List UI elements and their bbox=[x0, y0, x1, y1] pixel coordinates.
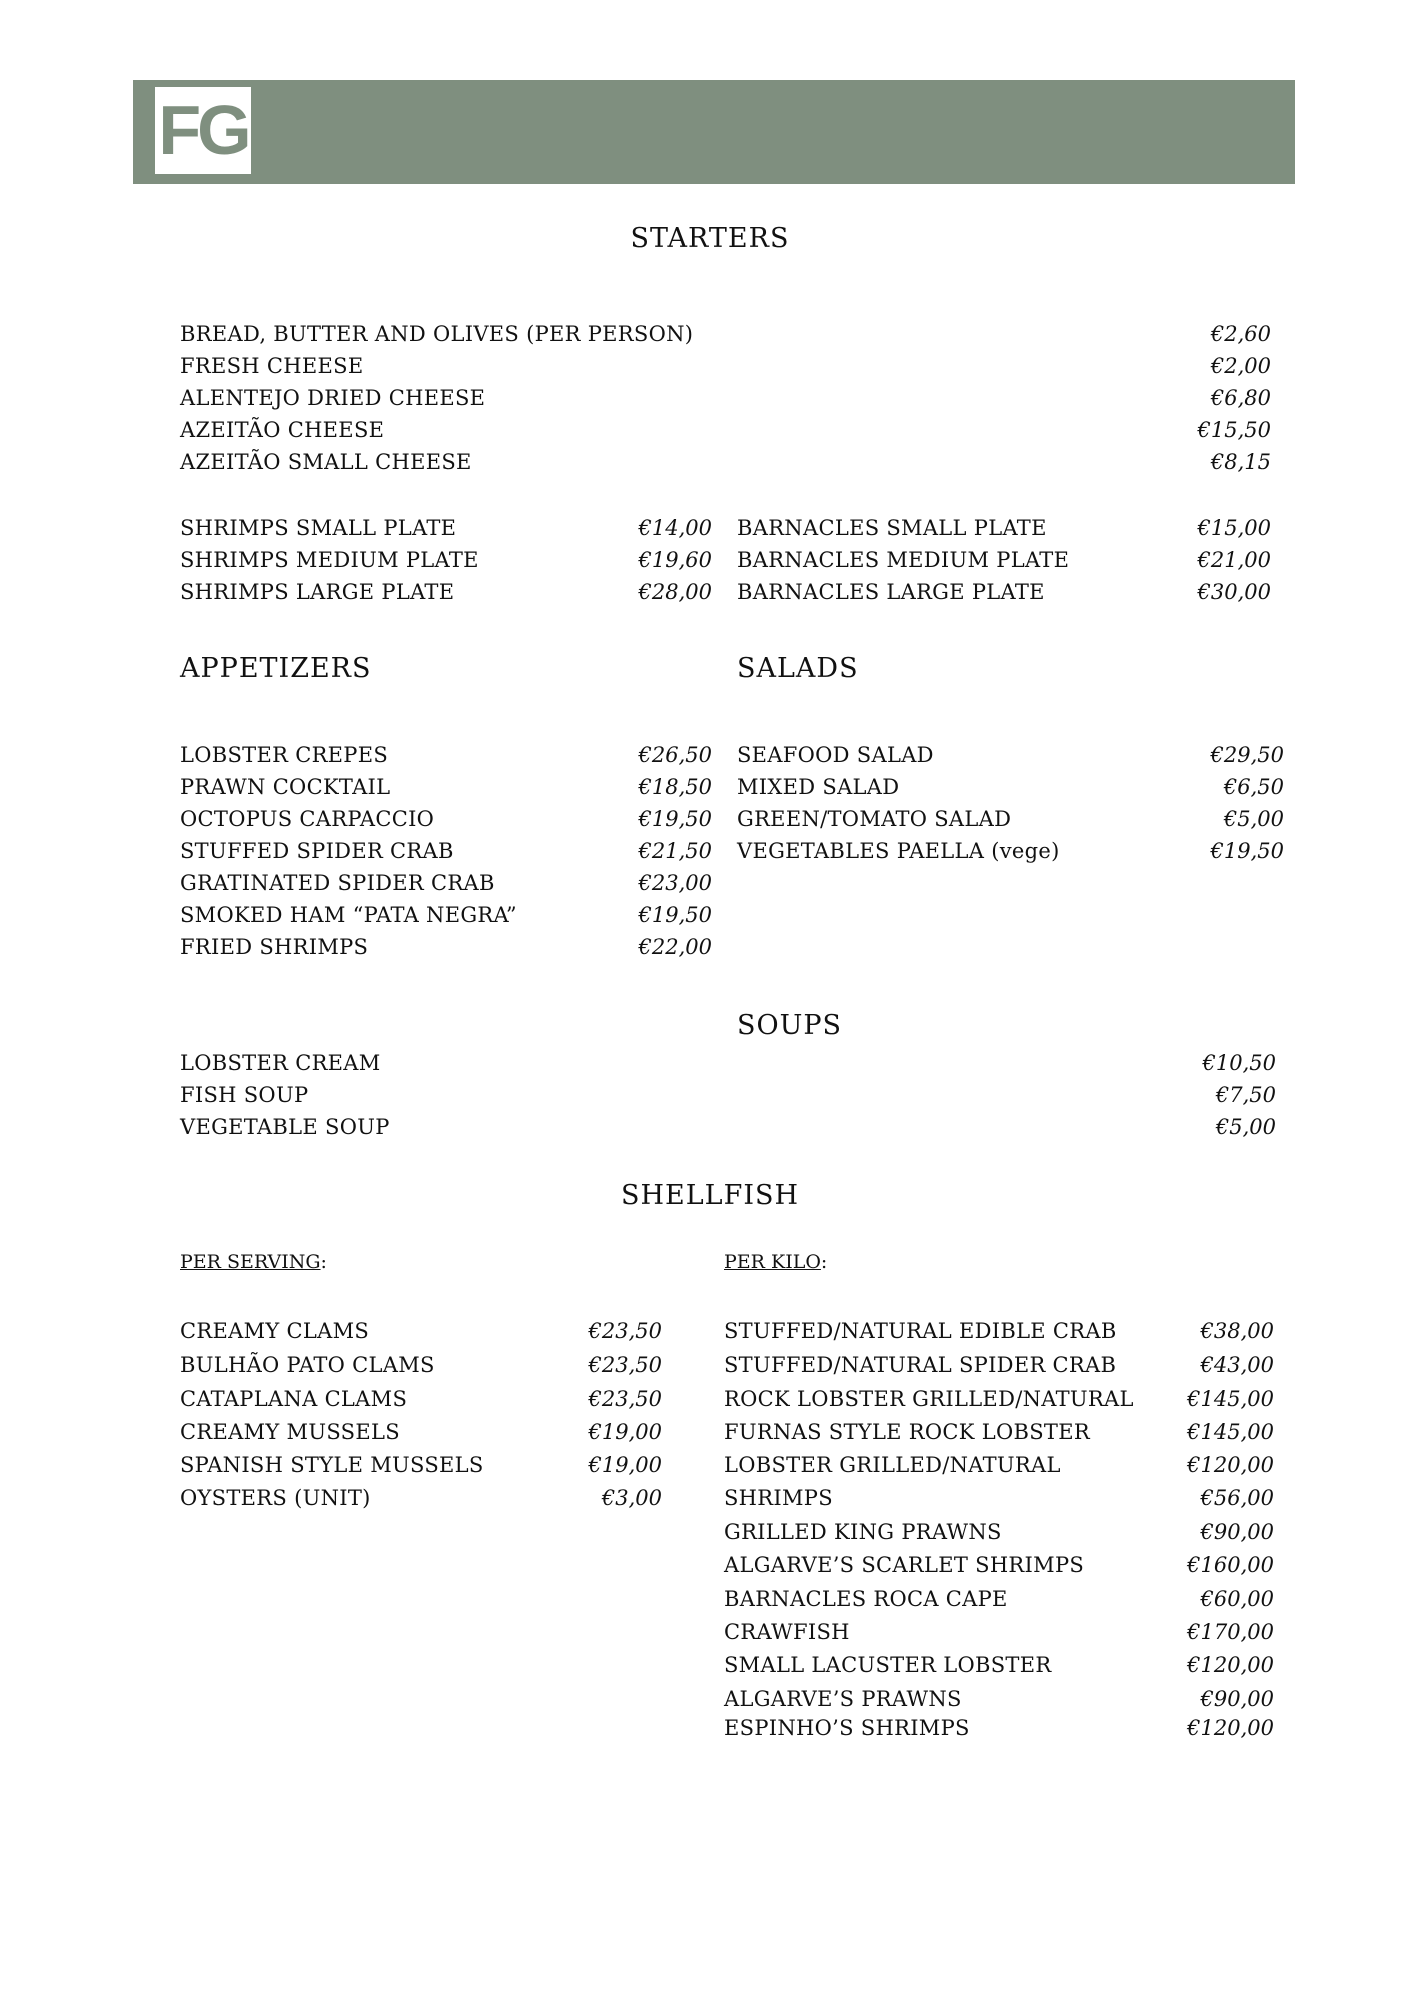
per-serving-item-price: €23,50 bbox=[588, 1387, 662, 1411]
soup-name: LOBSTER CREAM bbox=[180, 1051, 381, 1075]
heading-shellfish: SHELLFISH bbox=[620, 1180, 800, 1211]
per-serving-item-price: €3,00 bbox=[601, 1486, 662, 1510]
starters-item-name: AZEITÃO CHEESE bbox=[180, 418, 385, 442]
per-serving-item-price: €19,00 bbox=[588, 1453, 662, 1477]
appetizer-price: €26,50 bbox=[638, 743, 712, 767]
barnacles-plate-price: €30,00 bbox=[1197, 580, 1271, 604]
per-serving-colon: : bbox=[320, 1251, 327, 1273]
starters-item-name: ALENTEJO DRIED CHEESE bbox=[180, 386, 486, 410]
per-kilo-item-price: €56,00 bbox=[1200, 1486, 1274, 1510]
logo bbox=[155, 87, 251, 174]
soup-name: VEGETABLE SOUP bbox=[180, 1115, 390, 1139]
per-kilo-item-price: €120,00 bbox=[1187, 1716, 1274, 1740]
appetizer-name: LOBSTER CREPES bbox=[180, 743, 389, 767]
per-kilo-item-price: €120,00 bbox=[1187, 1453, 1274, 1477]
per-kilo-text: PER KILO bbox=[724, 1251, 821, 1273]
starters-item-name: AZEITÃO SMALL CHEESE bbox=[180, 450, 472, 474]
per-kilo-item-name: GRILLED KING PRAWNS bbox=[724, 1520, 1002, 1544]
per-kilo-item-name: ALGARVE’S PRAWNS bbox=[724, 1687, 962, 1711]
salad-price: €5,00 bbox=[1223, 807, 1284, 831]
per-kilo-item-name: STUFFED/NATURAL SPIDER CRAB bbox=[724, 1353, 1117, 1377]
logo-text: FG bbox=[158, 91, 248, 169]
per-serving-item-price: €23,50 bbox=[588, 1353, 662, 1377]
appetizer-name: PRAWN COCKTAIL bbox=[180, 775, 391, 799]
per-kilo-item-price: €60,00 bbox=[1200, 1587, 1274, 1611]
salad-price: €29,50 bbox=[1210, 743, 1284, 767]
soup-price: €10,50 bbox=[1202, 1051, 1276, 1075]
per-kilo-item-name: SHRIMPS bbox=[724, 1486, 833, 1510]
per-kilo-item-name: ALGARVE’S SCARLET SHRIMPS bbox=[724, 1553, 1085, 1577]
per-kilo-item-price: €145,00 bbox=[1187, 1420, 1274, 1444]
per-serving-item-name: CREAMY CLAMS bbox=[180, 1319, 370, 1343]
salad-name: GREEN/TOMATO SALAD bbox=[737, 807, 1012, 831]
appetizer-name: OCTOPUS CARPACCIO bbox=[180, 807, 435, 831]
per-serving-item-price: €23,50 bbox=[588, 1319, 662, 1343]
appetizer-price: €18,50 bbox=[638, 775, 712, 799]
per-serving-item-name: BULHÃO PATO CLAMS bbox=[180, 1353, 435, 1377]
appetizer-price: €19,50 bbox=[638, 807, 712, 831]
per-kilo-item-price: €38,00 bbox=[1200, 1319, 1274, 1343]
starters-item-name: BREAD, BUTTER AND OLIVES (PER PERSON) bbox=[180, 322, 694, 346]
barnacles-plate-name: BARNACLES SMALL PLATE bbox=[737, 516, 1047, 540]
per-kilo-item-name: CRAWFISH bbox=[724, 1620, 850, 1644]
per-kilo-item-name: LOBSTER GRILLED/NATURAL bbox=[724, 1453, 1061, 1477]
per-kilo-colon: : bbox=[820, 1251, 828, 1273]
barnacles-plate-name: BARNACLES MEDIUM PLATE bbox=[737, 548, 1070, 572]
starters-item-name: FRESH CHEESE bbox=[180, 354, 364, 378]
salad-name: SEAFOOD SALAD bbox=[737, 743, 934, 767]
per-serving-text: PER SERVING bbox=[180, 1251, 321, 1273]
appetizer-name: GRATINATED SPIDER CRAB bbox=[180, 871, 495, 895]
per-kilo-item-price: €120,00 bbox=[1187, 1653, 1274, 1677]
per-kilo-item-name: ESPINHO’S SHRIMPS bbox=[724, 1716, 970, 1740]
appetizer-price: €21,50 bbox=[638, 839, 712, 863]
per-kilo-item-price: €160,00 bbox=[1187, 1553, 1274, 1577]
heading-soups: SOUPS bbox=[737, 1010, 843, 1041]
appetizer-name: FRIED SHRIMPS bbox=[180, 935, 369, 959]
salad-name: MIXED SALAD bbox=[737, 775, 900, 799]
soup-price: €7,50 bbox=[1215, 1083, 1276, 1107]
soup-price: €5,00 bbox=[1215, 1115, 1276, 1139]
starters-item-price: €2,60 bbox=[1210, 322, 1271, 346]
appetizer-price: €19,50 bbox=[638, 903, 712, 927]
starters-item-price: €15,50 bbox=[1197, 418, 1271, 442]
starters-item-price: €8,15 bbox=[1210, 450, 1271, 474]
per-serving-item-name: OYSTERS (UNIT) bbox=[180, 1486, 371, 1510]
starters-item-price: €2,00 bbox=[1210, 354, 1271, 378]
per-kilo-item-price: €145,00 bbox=[1187, 1387, 1274, 1411]
per-kilo-item-name: STUFFED/NATURAL EDIBLE CRAB bbox=[724, 1319, 1117, 1343]
per-kilo-item-price: €43,00 bbox=[1200, 1353, 1274, 1377]
per-serving-item-name: CATAPLANA CLAMS bbox=[180, 1387, 408, 1411]
per-kilo-item-price: €90,00 bbox=[1200, 1520, 1274, 1544]
soup-name: FISH SOUP bbox=[180, 1083, 309, 1107]
barnacles-plate-price: €15,00 bbox=[1197, 516, 1271, 540]
shrimps-plate-price: €19,60 bbox=[638, 548, 712, 572]
per-kilo-item-name: BARNACLES ROCA CAPE bbox=[724, 1587, 1008, 1611]
per-kilo-item-name: FURNAS STYLE ROCK LOBSTER bbox=[724, 1420, 1090, 1444]
appetizer-price: €23,00 bbox=[638, 871, 712, 895]
heading-salads: SALADS bbox=[737, 653, 859, 684]
shrimps-plate-price: €14,00 bbox=[638, 516, 712, 540]
shrimps-plate-name: SHRIMPS MEDIUM PLATE bbox=[180, 548, 479, 572]
per-serving-item-name: SPANISH STYLE MUSSELS bbox=[180, 1453, 484, 1477]
per-serving-item-price: €19,00 bbox=[588, 1420, 662, 1444]
barnacles-plate-name: BARNACLES LARGE PLATE bbox=[737, 580, 1045, 604]
per-kilo-label bbox=[724, 1251, 827, 1273]
appetizer-name: STUFFED SPIDER CRAB bbox=[180, 839, 454, 863]
shrimps-plate-name: SHRIMPS SMALL PLATE bbox=[180, 516, 457, 540]
heading-appetizers: APPETIZERS bbox=[180, 653, 372, 684]
appetizer-name: SMOKED HAM “PATA NEGRA” bbox=[180, 903, 517, 927]
per-kilo-item-name: ROCK LOBSTER GRILLED/NATURAL bbox=[724, 1387, 1134, 1411]
header-band bbox=[133, 80, 1295, 184]
per-kilo-item-price: €90,00 bbox=[1200, 1687, 1274, 1711]
shrimps-plate-price: €28,00 bbox=[638, 580, 712, 604]
starters-item-price: €6,80 bbox=[1210, 386, 1271, 410]
per-serving-item-name: CREAMY MUSSELS bbox=[180, 1420, 400, 1444]
per-kilo-item-name: SMALL LACUSTER LOBSTER bbox=[724, 1653, 1052, 1677]
appetizer-price: €22,00 bbox=[638, 935, 712, 959]
per-serving-label bbox=[180, 1251, 327, 1273]
salad-name: VEGETABLES PAELLA (vege) bbox=[737, 839, 1060, 863]
salad-price: €19,50 bbox=[1210, 839, 1284, 863]
per-kilo-item-price: €170,00 bbox=[1187, 1620, 1274, 1644]
salad-price: €6,50 bbox=[1223, 775, 1284, 799]
heading-starters: STARTERS bbox=[630, 223, 790, 254]
barnacles-plate-price: €21,00 bbox=[1197, 548, 1271, 572]
shrimps-plate-name: SHRIMPS LARGE PLATE bbox=[180, 580, 455, 604]
